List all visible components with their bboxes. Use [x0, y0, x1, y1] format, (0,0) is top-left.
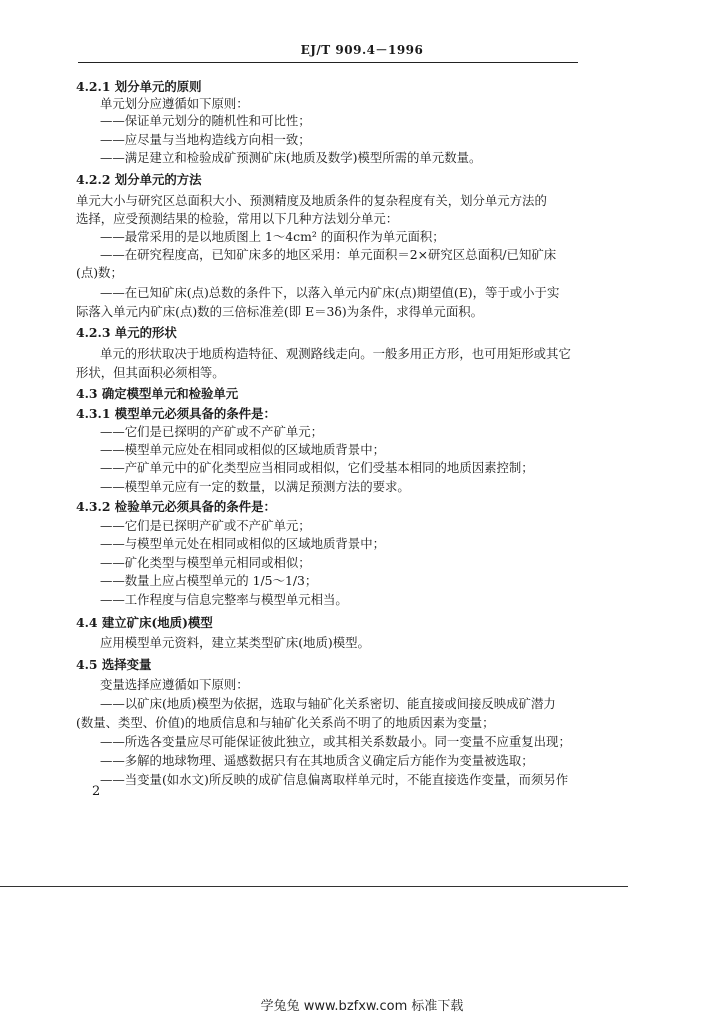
paragraph-line: ——数量上应占模型单元的 1/5～1/3； — [100, 573, 318, 588]
paragraph-line: ——应尽量与当地构造线方向相一致； — [100, 132, 311, 147]
section-heading: 4.2.1 划分单元的原则 — [76, 79, 202, 94]
paragraph-line: ——矿化类型与模型单元相同或相似； — [100, 555, 311, 570]
paragraph-line: ——多解的地球物理、遥感数据只有在其地质含义确定后方能作为变量被选取； — [100, 753, 534, 768]
document-number-header: EJ/T 909.4－1996 — [300, 43, 424, 57]
section-heading: 4.3.2 检验单元必须具备的条件是： — [76, 499, 276, 514]
bottom-rule — [0, 886, 628, 887]
paragraph-line: ——在已知矿床(点)总数的条件下，以落入单元内矿床(点)期望值(E)，等于或小于实 — [100, 285, 560, 300]
paragraph-line: (数量、类型、价值)的地质信息和与轴矿化关系尚不明了的地质因素为变量； — [76, 715, 495, 730]
paragraph-line: 际落入单元内矿床(点)数的三倍标准差(即 E＝3δ)为条件，求得单元面积。 — [76, 304, 483, 319]
paragraph-line: ——保证单元划分的随机性和可比性； — [100, 113, 311, 128]
paragraph-line: ——满足建立和检验成矿预测矿床(地质及数学)模型所需的单元数量。 — [100, 150, 482, 165]
paragraph-line: ——最常采用的是以地质图上 1～4cm² 的面积作为单元面积； — [100, 229, 445, 244]
paragraph-line: ——模型单元应处在相同或相似的区域地质背景中； — [100, 442, 385, 457]
paragraph-line: 单元大小与研究区总面积大小、预测精度及地质条件的复杂程度有关，划分单元方法的 — [76, 193, 547, 208]
paragraph-line: ——所选各变量应尽可能保证彼此独立，或其相关系数最小。同一变量不应重复出现； — [100, 734, 571, 749]
paragraph-line: 单元划分应遵循如下原则： — [100, 96, 249, 111]
paragraph-line: ——在研究程度高，已知矿床多的地区采用：单元面积＝2×研究区总面积/已知矿床 — [100, 247, 557, 262]
paragraph-line: ——与模型单元处在相同或相似的区域地质背景中； — [100, 536, 385, 551]
paragraph-line: 选择，应受预测结果的检验，常用以下几种方法划分单元： — [76, 211, 399, 226]
paragraph-line: ——它们是已探明的产矿或不产矿单元； — [100, 424, 324, 439]
paragraph-line: 应用模型单元资料，建立某类型矿床(地质)模型。 — [100, 635, 370, 650]
section-heading: 4.3.1 模型单元必须具备的条件是： — [76, 406, 276, 421]
paragraph-line: 形状，但其面积必须相等。 — [76, 365, 225, 380]
paragraph-line: ——以矿床(地质)模型为依据，选取与轴矿化关系密切、能直接或间接反映成矿潜力 — [100, 696, 556, 711]
paragraph-line: (点)数； — [76, 265, 123, 280]
section-heading: 4.5 选择变量 — [76, 657, 152, 672]
paragraph-line: 变量选择应遵循如下原则： — [100, 677, 249, 692]
paragraph-line: 单元的形状取决于地质构造特征、观测路线走向。一般多用正方形，也可用矩形或其它 — [100, 346, 571, 361]
paragraph-line: ——模型单元应有一定的数量，以满足预测方法的要求。 — [100, 479, 410, 494]
paragraph-line: ——产矿单元中的矿化类型应当相同或相似，它们受基本相同的地质因素控制； — [100, 460, 534, 475]
section-heading: 4.3 确定模型单元和检验单元 — [76, 386, 239, 401]
paragraph-line: ——当变量(如水文)所反映的成矿信息偏离取样单元时，不能直接选作变量，而须另作 — [100, 772, 569, 787]
section-heading: 4.4 建立矿床(地质)模型 — [76, 615, 213, 630]
page-number: 2 — [92, 784, 101, 799]
section-heading: 4.2.3 单元的形状 — [76, 325, 177, 340]
section-heading: 4.2.2 划分单元的方法 — [76, 172, 202, 187]
header-rule — [78, 62, 578, 63]
footer-watermark: 学兔兔 www.bzfxw.com 标准下载 — [260, 999, 464, 1014]
paragraph-line: ——它们是已探明产矿或不产矿单元； — [100, 518, 311, 533]
paragraph-line: ——工作程度与信息完整率与模型单元相当。 — [100, 592, 348, 607]
